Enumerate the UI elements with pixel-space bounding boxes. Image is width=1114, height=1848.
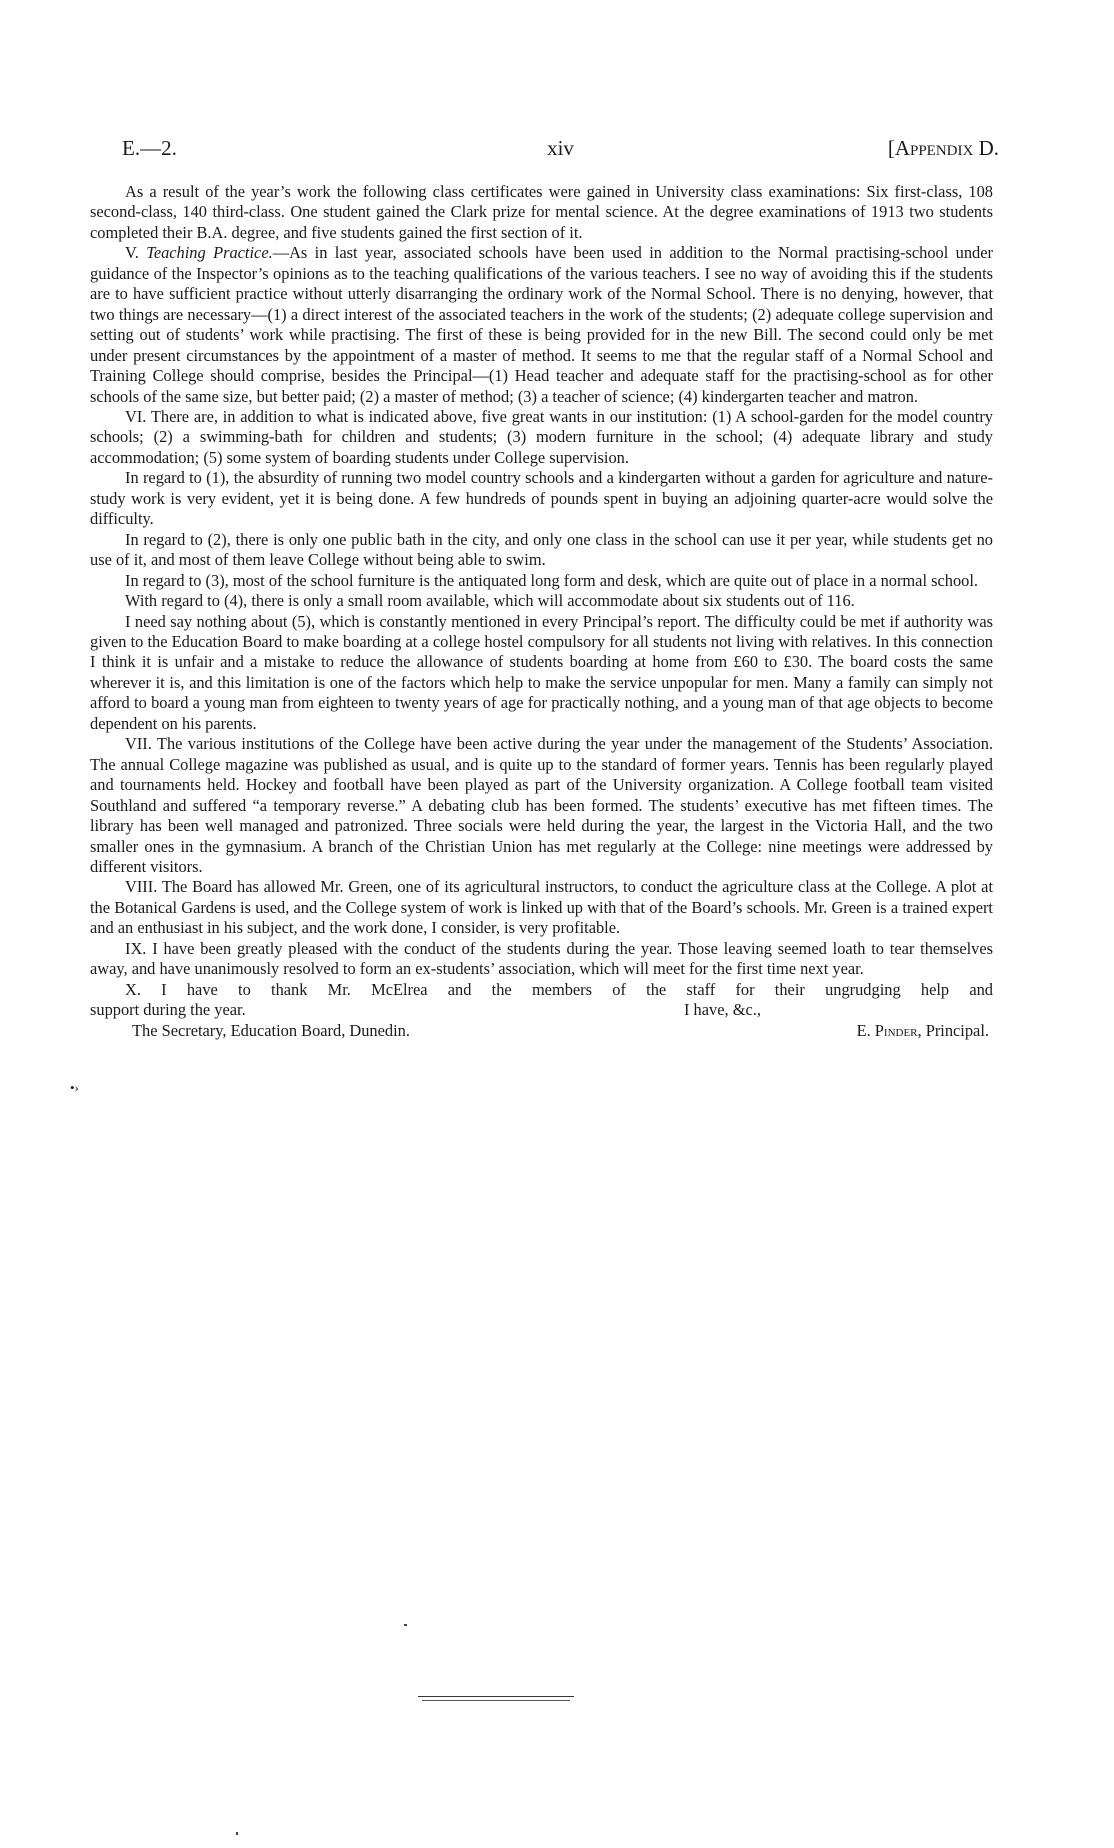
paragraph-boarding: I need say nothing about (5), which is constantly mentioned in every Principal’s report. The difficulty could be met if authority was given to the Education Board to make boarding at a college hostel compulsory for all students not living with relatives. In this connection I think it is unfair and a mistake to reduce the allowance of students boarding at home from £60 to £30. The board costs the same wherever it is, and this limitation is one of the factors which help to make the service unpopular for men. Many a family can simply not afford to board a young man from eighteen to twenty years of age for practically nothing, and a young man of that age objects to become dependent on his parents. xyxy=(90,611,993,733)
page-header xyxy=(122,136,999,166)
paragraph-thanks xyxy=(90,980,993,1000)
paragraph-library: With regard to (4), there is only a small room available, which will accommodate about six students out of 116. xyxy=(125,591,855,611)
document-code: E.—2. xyxy=(122,136,177,160)
paragraph-conduct: IX. I have been greatly pleased with the conduct of the students during the year. Those leaving seemed loath to tear themselves away, and have unanimously resolved to form an ex-students’ association, which will meet for the first time next year. xyxy=(90,938,993,979)
paragraph-agriculture: VIII. The Board has allowed Mr. Green, one of its agricultural instructors, to conduct the agriculture class at the College. A plot at the Botanical Gardens is used, and the College system of work is linked up with that of the Board’s schools. Mr. Green is a trained expert and an enthusiast in his subject, and the work done, I consider, is very profitable. xyxy=(90,877,993,938)
paragraph-five-wants: VI. There are, in addition to what is indicated above, five great wants in our institution: (1) A school-garden for the model country schools; (2) a swimming-bath for children and students; (3) modern furniture in the school; (4) adequate library and study accommodation; (5) some system of boarding students under College supervision. xyxy=(90,406,993,467)
paragraph-institutions: VII. The various institutions of the College have been active during the year under the management of the Students’ Association. The annual College magazine was published as usual, and is quite up to the standard of former years. Tennis has been regularly played and tournaments held. Hockey and football have been played as part of the University organization. A College football team visited Southland and suffered “a temporary reverse.” A debating club has been formed. The students’ executive has met fifteen times. The library has been well managed and patronized. Three socials were held during the year, the largest in the Victoria Hall, and the two smaller ones in the gymnasium. A branch of the Christian Union has met regularly at the College: nine meetings were addressed by different visitors. xyxy=(90,734,993,876)
footer-rule xyxy=(418,1696,574,1697)
paragraph-teaching-practice: V. Teaching Practice.—As in last year, associated schools have been used in addition to the Normal practising-school under guidance of the Inspector’s opinions as to the teaching qualifications of the various teachers. I see no way of avoiding this if the students are to have sufficient practice without utterly disarranging the ordinary work of the Normal School. There is no denying, however, that two things are necessary—(1) a direct interest of the associated teachers in the work of the students; (2) adequate college supervision and setting out of students’ work while practising. The first of these is being provided for in the new Bill. The second could only be met under present circumstances by the appointment of a master of method. It seems to me that the regular staff of a Normal School and Training College should comprise, besides the Principal—(1) Head teacher and adequate staff for the practising-school as for other schools of the same size, but better paid; (2) a master of method; (3) a teacher of science; (4) kindergarten teacher and matron. xyxy=(90,243,993,406)
closing-salutation: I have, &c., xyxy=(684,1000,761,1020)
section-heading-teaching-practice: Teaching Practice. xyxy=(146,243,273,263)
signature xyxy=(857,1021,993,1041)
body-text xyxy=(90,182,993,1041)
page-number: xiv xyxy=(547,136,574,160)
recipient: The Secretary, Education Board, Dunedin. xyxy=(132,1020,410,1040)
signature-title: , Principal. xyxy=(917,1020,989,1040)
thanks-line-2: support during the year. xyxy=(90,1000,246,1020)
paragraph-furniture: In regard to (3), most of the school furniture is the antiquated long form and desk, which are quite out of place in a normal school. xyxy=(125,570,978,590)
thanks-line-1: X. I have to thank Mr. McElrea and the members of the staff for their ungrudging help and xyxy=(125,979,993,999)
signature-name: E. Pinder xyxy=(856,1020,918,1040)
appendix-label: [Appendix D. xyxy=(887,136,999,160)
paragraph-school-garden: In regard to (1), the absurdity of running two model country schools and a kindergarten without a garden for agriculture and nature-study work is very evident, yet it is being done. A few hundreds of pounds spent in buying an adjoining quarter-acre would solve the difficulty. xyxy=(90,468,993,529)
footer-rule-secondary xyxy=(422,1700,570,1701)
stray-dot xyxy=(404,1624,407,1626)
closing-line-2 xyxy=(90,1021,993,1041)
paragraph-certificates: As a result of the year’s work the following class certificates were gained in University class examinations: Six first-class, 108 second-class, 140 third-class. One student gained the Clark prize for mental science. At the degree examinations of 1913 two students completed their B.A. degree, and five students gained the first section of it. xyxy=(90,182,993,242)
closing-line-1 xyxy=(90,1000,993,1020)
stray-dot-bottom xyxy=(236,1832,238,1835)
margin-mark: •› xyxy=(70,1080,79,1095)
paragraph-swimming-bath: In regard to (2), there is only one public bath in the city, and only one class in the school can use it per year, while students get no use of it, and most of them leave College without being able to swim. xyxy=(90,529,993,570)
